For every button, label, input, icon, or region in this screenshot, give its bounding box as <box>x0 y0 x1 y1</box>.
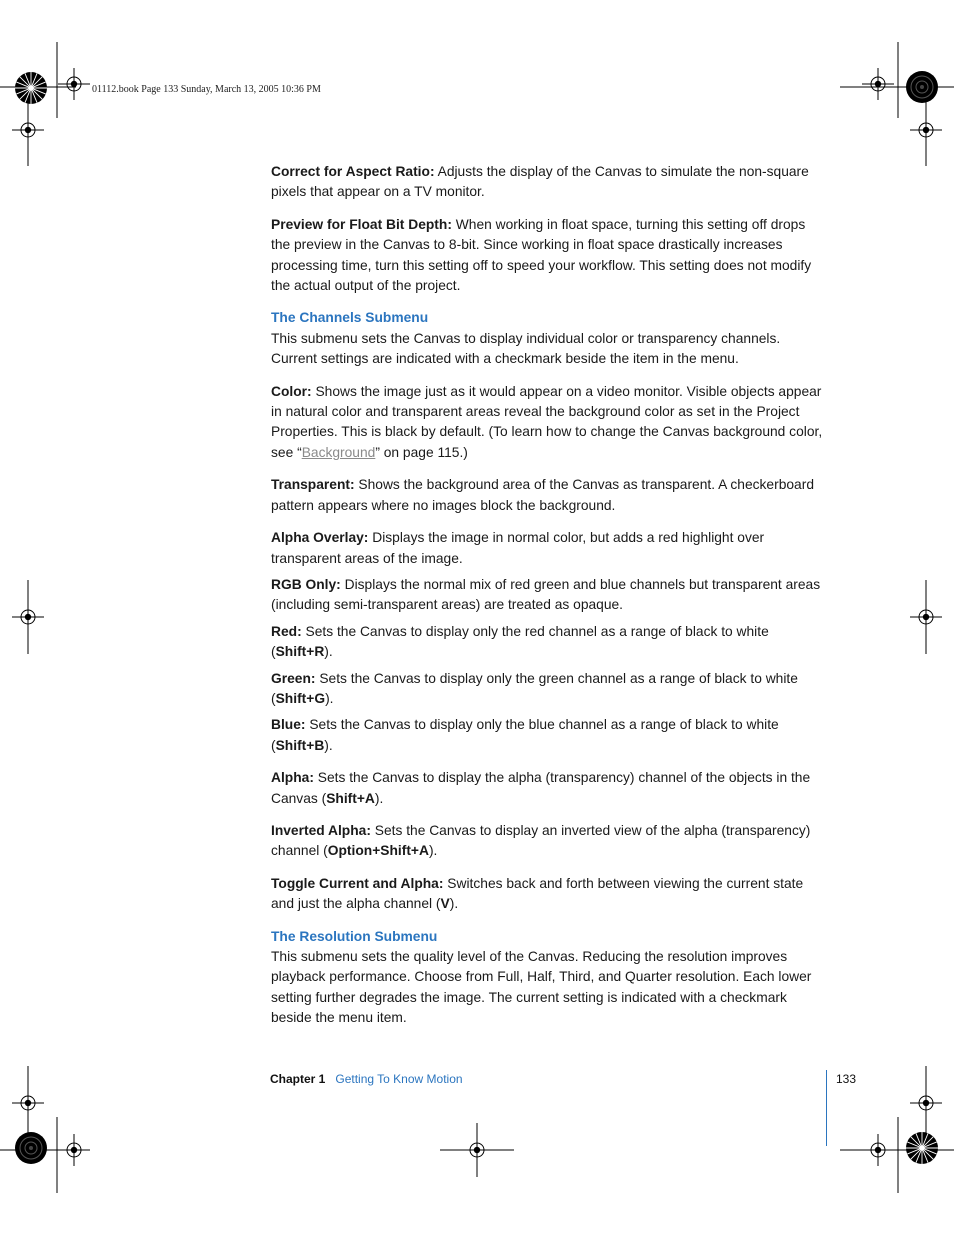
shortcut-key: Shift+A <box>326 790 375 806</box>
term-description-end: ). <box>324 644 333 660</box>
paragraph-channels-intro: This submenu sets the Canvas to display individual color or transparency channels. Current settings are indicated with a checkmark beside the item in the menu. <box>271 330 781 367</box>
paragraph-inverted-alpha <box>271 821 827 862</box>
term-description-end: ). <box>374 790 384 806</box>
term-label: Toggle Current and Alpha: <box>271 875 444 891</box>
paragraph-resolution-intro: This submenu sets the quality level of the Canvas. Reducing the resolution improves playback performance. Choose from Full, Half, Third, and Quarter resolution. Each lower setting further degrades the image. The current setting is indicated with a checkmark beside the menu item. <box>271 949 812 1026</box>
shortcut-key: V <box>440 896 450 912</box>
chapter-label: Chapter 1 <box>270 1072 326 1086</box>
term-description-end: ). <box>428 843 438 859</box>
paragraph-alpha <box>271 768 827 809</box>
paragraph-color <box>271 382 827 464</box>
term-description: Shows the image just as it would appear on a video monitor. Visible objects appear in natural color and transparent areas reveal the background color as set in the Project Properties. This is black by default. (To learn how to change the Canvas background color, see “ <box>271 383 823 460</box>
footer-divider <box>826 1070 827 1146</box>
paragraph-toggle-current-alpha <box>271 874 827 915</box>
paragraph-red <box>271 622 827 663</box>
background-link[interactable]: Background <box>301 444 376 460</box>
term-description: Shows the background area of the Canvas as transparent. A checkerboard pattern appears where no images block the background. <box>271 477 814 513</box>
term-label: Blue: <box>271 717 306 733</box>
term-description-end: ” on page 115.) <box>375 444 468 460</box>
term-description-end: ). <box>324 737 333 753</box>
term-description: Displays the normal mix of red green and blue channels but transparent areas (including semi-transparent areas) are treated as opaque. <box>271 576 821 613</box>
term-description-end: ). <box>325 690 334 706</box>
term-label: Transparent: <box>271 477 355 493</box>
chapter-title: Getting To Know Motion <box>335 1072 463 1086</box>
print-header-stamp: 01112.book Page 133 Sunday, March 13, 2005 10:36 PM <box>92 84 321 95</box>
paragraph-blue <box>271 715 827 756</box>
page-number: 133 <box>836 1072 857 1086</box>
term-label: Inverted Alpha: <box>271 822 371 838</box>
term-label: Green: <box>271 670 316 686</box>
shortcut-key: Option+Shift+A <box>327 843 429 859</box>
term-label: Alpha: <box>271 770 314 786</box>
shortcut-key: Shift+G <box>275 690 326 706</box>
term-description: When working in float space, turning this setting off drops the preview in the Canvas to 8-bit. Since working in float space drastically increases processing time, turn this setting off to speed your workflow. This setting does not modify the actual output of the project. <box>271 216 812 294</box>
term-description: Sets the Canvas to display the alpha (transparency) channel of the objects in the Canvas ( <box>271 770 811 806</box>
paragraph-rgb-only <box>271 575 827 616</box>
term-description: Switches back and forth between viewing the current state and just the alpha channel ( <box>271 875 804 912</box>
section-heading-channels: The Channels Submenu <box>271 310 429 326</box>
term-description: Sets the Canvas to display only the blue channel as a range of black to white ( <box>271 717 779 753</box>
term-label: Preview for Float Bit Depth: <box>271 216 452 232</box>
shortcut-key: Shift+R <box>275 644 325 660</box>
term-label: RGB Only: <box>271 576 341 592</box>
paragraph-correct-aspect-ratio <box>271 162 827 203</box>
page-footer <box>270 1072 463 1086</box>
section-heading-resolution: The Resolution Submenu <box>271 928 438 944</box>
term-description-end: ). <box>449 896 459 912</box>
term-description: Sets the Canvas to display only the green channel as a range of black to white ( <box>271 670 798 706</box>
term-description: Sets the Canvas to display an inverted view of the alpha (transparency) channel ( <box>271 822 811 859</box>
paragraph-preview-float-bit-depth <box>271 215 827 297</box>
term-description: Adjusts the display of the Canvas to simulate the non-square pixels that appear on a TV monitor. <box>271 164 809 200</box>
page-content <box>271 162 827 1029</box>
term-label: Correct for Aspect Ratio: <box>271 164 435 179</box>
term-label: Alpha Overlay: <box>271 530 369 546</box>
paragraph-green <box>271 669 827 710</box>
term-description: Displays the image in normal color, but adds a red highlight over transparent areas of the image. <box>271 530 765 566</box>
term-label: Red: <box>271 623 302 639</box>
term-description: Sets the Canvas to display only the red channel as a range of black to white ( <box>271 623 769 660</box>
paragraph-transparent <box>271 475 827 516</box>
paragraph-alpha-overlay <box>271 528 827 569</box>
term-label: Color: <box>271 383 312 399</box>
shortcut-key: Shift+B <box>275 737 325 753</box>
